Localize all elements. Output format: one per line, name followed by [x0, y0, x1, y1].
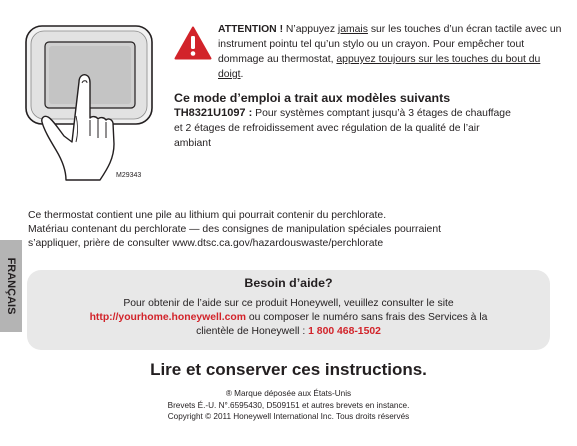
copyright-line: Copyright © 2011 Honeywell International Inc. Tous droits réservés — [167, 412, 410, 421]
help-body — [27, 297, 550, 339]
figure-code: M29343 — [116, 172, 142, 179]
trademark-line: ® Marque déposée aux États-Unis — [225, 389, 352, 398]
model-number: TH8321U1097 : — [174, 107, 253, 119]
models-description — [174, 106, 514, 151]
patents-line: Brevets É.-U. N°.6595430, D509151 et autres brevets en instance. — [167, 400, 410, 410]
language-tab — [0, 240, 22, 332]
models-heading: Ce mode d’emploi a trait aux modèles suivants — [174, 91, 451, 105]
perchlorate-line: Matériau contenant du perchlorate — des consignes de manipulation spéciales pourraient — [28, 224, 441, 235]
attention-emphasis: appuyez toujours sur les touches du bout du doigt — [218, 54, 541, 80]
help-line-text: clientèle de Honeywell : — [196, 326, 309, 337]
help-phone-number: 1 800 468-1502 — [308, 326, 381, 337]
attention-text: . — [240, 69, 244, 80]
model-description: Pour systèmes comptant jusqu’à 3 étages de chauffage et 2 étages de refroidissement avec régulation de la qualité de l’air ambiant — [174, 108, 511, 149]
help-line-text: ou composer le numéro sans frais des Services à la — [246, 312, 488, 323]
warning-triangle-icon — [174, 26, 212, 60]
attention-emphasis: jamais — [337, 24, 368, 35]
help-url-link[interactable]: http://yourhome.honeywell.com — [89, 312, 247, 323]
help-line — [27, 311, 550, 325]
help-line — [27, 325, 550, 339]
perchlorate-line: Ce thermostat contient une pile au lithium qui pourrait contenir du perchlorate. — [28, 210, 387, 221]
attention-paragraph — [218, 22, 563, 82]
help-line: Pour obtenir de l’aide sur ce produit Honeywell, veuillez consulter le site — [123, 298, 454, 309]
hand-touching-thermostat-illustration — [20, 20, 162, 184]
help-title: Besoin d’aide? — [244, 276, 333, 290]
help-box — [27, 270, 550, 350]
language-label: FRANÇAIS — [5, 257, 17, 315]
attention-text: N’appuyez — [283, 24, 338, 35]
attention-text: sur les touches d’un écran tactile avec un instrument pointu tel qu’un stylo ou un crayon. Pour empêcher tout dommage au thermostat, — [218, 24, 562, 65]
perchlorate-notice — [28, 209, 458, 251]
attention-label: ATTENTION ! — [218, 24, 284, 35]
legal-footer — [0, 388, 577, 423]
keep-instructions-heading: Lire et conserver ces instructions. — [150, 360, 427, 379]
perchlorate-line: s’appliquer, prière de consulter www.dtsc.ca.gov/hazardouswaste/perchlorate — [28, 238, 384, 249]
